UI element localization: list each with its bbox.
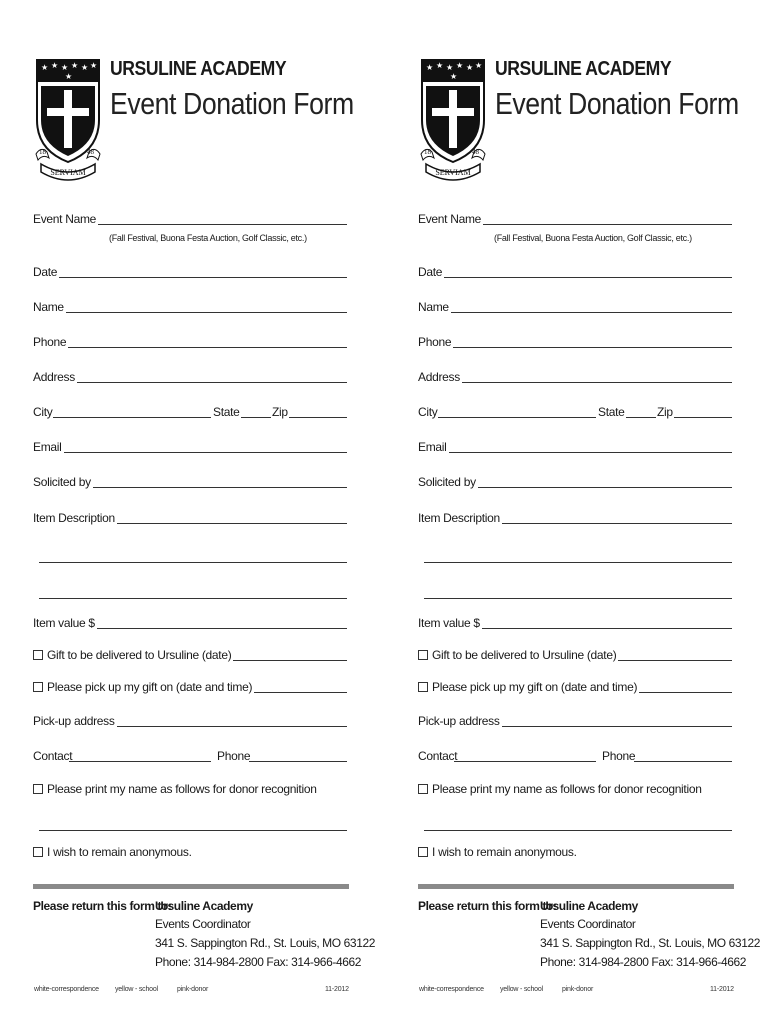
event-name-field[interactable] <box>418 210 732 228</box>
footer-pink-copy: pink-donor <box>562 986 594 993</box>
svg-text:★: ★ <box>71 61 79 70</box>
footer-form-code: 11-2012 <box>325 986 349 993</box>
pickup-address-field[interactable] <box>418 712 732 730</box>
donor-recognition-label: Please print my name as follows for donor recognition <box>432 782 702 796</box>
pickup-gift-field[interactable] <box>418 678 732 696</box>
svg-text:★: ★ <box>450 72 458 81</box>
address-field[interactable] <box>418 368 732 386</box>
school-name: URSULINE ACADEMY <box>110 58 287 80</box>
donation-form-right <box>418 0 761 1024</box>
divider-bar <box>418 884 734 889</box>
contact-phone-label: Phone <box>602 749 636 763</box>
gift-delivered-label: Gift to be delivered to Ursuline (date) <box>432 648 617 662</box>
form-title: Event Donation Form <box>110 86 354 121</box>
pickup-gift-label: Please pick up my gift on (date and time) <box>47 680 253 694</box>
crest-year-right: 48 <box>87 148 94 156</box>
svg-text:★: ★ <box>65 72 73 81</box>
return-label: Please return this form to: <box>418 899 557 913</box>
phone-field[interactable] <box>33 333 347 351</box>
pickup-gift-label: Please pick up my gift on (date and time) <box>432 680 638 694</box>
address-label: Address <box>418 370 460 384</box>
email-label: Email <box>33 440 62 454</box>
contact-phone-label: Phone <box>217 749 251 763</box>
return-address: 341 S. Sappington Rd., St. Louis, MO 63122 <box>540 936 761 950</box>
anonymous-label: I wish to remain anonymous. <box>432 845 577 859</box>
svg-text:★: ★ <box>446 63 454 72</box>
svg-text:★: ★ <box>61 63 69 72</box>
item-description-label: Item Description <box>33 511 115 525</box>
solicited-by-field[interactable] <box>418 473 732 491</box>
ursuline-crest-logo <box>420 58 486 182</box>
svg-text:★: ★ <box>81 63 89 72</box>
footer-white-copy: white-correspondence <box>34 986 99 993</box>
zip-label: Zip <box>657 405 673 419</box>
return-org: Ursuline Academy <box>155 899 253 913</box>
item-description-label: Item Description <box>418 511 500 525</box>
address-field[interactable] <box>33 368 347 386</box>
crest-motto: SERVIAM <box>50 168 86 177</box>
event-name-hint: (Fall Festival, Buona Festa Auction, Golf Classic, etc.) <box>109 233 307 243</box>
item-value-label: Item value $ <box>418 616 480 630</box>
email-field[interactable] <box>33 438 347 456</box>
return-phone: Phone: 314-984-2800 Fax: 314-966-4662 <box>540 955 747 969</box>
name-label: Name <box>418 300 449 314</box>
address-label: Address <box>33 370 75 384</box>
school-name: URSULINE ACADEMY <box>495 58 672 80</box>
contact-phone-field[interactable] <box>418 747 732 765</box>
pickup-gift-checkbox[interactable] <box>418 682 428 692</box>
donor-recognition-option[interactable] <box>418 782 702 796</box>
solicited-by-field[interactable] <box>33 473 347 491</box>
anonymous-checkbox[interactable] <box>33 847 43 857</box>
donor-recognition-checkbox[interactable] <box>33 784 43 794</box>
pickup-gift-field[interactable] <box>33 678 347 696</box>
pickup-address-label: Pick-up address <box>418 714 500 728</box>
name-field[interactable] <box>33 298 347 316</box>
crest-year-left: 18 <box>424 148 431 156</box>
item-description-line-2[interactable] <box>33 548 347 566</box>
donation-form-left <box>33 0 376 1024</box>
name-label: Name <box>33 300 64 314</box>
svg-text:★: ★ <box>90 61 98 70</box>
date-field[interactable] <box>418 263 732 281</box>
return-dept: Events Coordinator <box>540 917 636 931</box>
item-description-field[interactable] <box>418 509 732 527</box>
item-value-field[interactable] <box>33 614 347 632</box>
svg-text:★: ★ <box>456 61 464 70</box>
item-value-label: Item value $ <box>33 616 95 630</box>
contact-label: Contact <box>418 749 458 763</box>
gift-delivered-checkbox[interactable] <box>33 650 43 660</box>
anonymous-option[interactable] <box>33 845 192 859</box>
gift-delivered-field[interactable] <box>418 646 732 664</box>
donor-recognition-name-line[interactable] <box>33 816 347 834</box>
return-dept: Events Coordinator <box>155 917 251 931</box>
donor-recognition-name-line[interactable] <box>418 816 732 834</box>
anonymous-label: I wish to remain anonymous. <box>47 845 192 859</box>
footer-yellow-copy: yellow - school <box>115 986 158 993</box>
city-state-zip-field[interactable] <box>418 403 732 421</box>
contact-phone-field[interactable] <box>33 747 347 765</box>
anonymous-option[interactable] <box>418 845 577 859</box>
anonymous-checkbox[interactable] <box>418 847 428 857</box>
solicited-by-label: Solicited by <box>418 475 476 489</box>
gift-delivered-label: Gift to be delivered to Ursuline (date) <box>47 648 232 662</box>
name-field[interactable] <box>418 298 732 316</box>
item-description-line-3[interactable] <box>33 584 347 602</box>
ursuline-crest-logo <box>35 58 101 182</box>
footer-form-code: 11-2012 <box>710 986 734 993</box>
crest-motto: SERVIAM <box>435 168 471 177</box>
solicited-by-label: Solicited by <box>33 475 91 489</box>
item-description-line-2[interactable] <box>418 548 732 566</box>
donor-recognition-label: Please print my name as follows for donor recognition <box>47 782 317 796</box>
date-label: Date <box>33 265 58 279</box>
event-name-label: Event Name <box>418 212 482 226</box>
phone-field[interactable] <box>418 333 732 351</box>
gift-delivered-checkbox[interactable] <box>418 650 428 660</box>
return-label: Please return this form to: <box>33 899 172 913</box>
donor-recognition-checkbox[interactable] <box>418 784 428 794</box>
svg-text:★: ★ <box>41 63 49 72</box>
footer-pink-copy: pink-donor <box>177 986 209 993</box>
gift-delivered-field[interactable] <box>33 646 347 664</box>
crest-year-right: 48 <box>472 148 479 156</box>
svg-text:★: ★ <box>436 61 444 70</box>
event-name-field[interactable] <box>33 210 347 228</box>
phone-label: Phone <box>33 335 67 349</box>
city-label: City <box>33 405 53 419</box>
city-label: City <box>418 405 438 419</box>
return-org: Ursuline Academy <box>540 899 638 913</box>
email-field[interactable] <box>418 438 732 456</box>
return-phone: Phone: 314-984-2800 Fax: 314-966-4662 <box>155 955 362 969</box>
event-name-hint: (Fall Festival, Buona Festa Auction, Golf Classic, etc.) <box>494 233 692 243</box>
zip-label: Zip <box>272 405 288 419</box>
city-state-zip-field[interactable] <box>33 403 347 421</box>
state-label: State <box>213 405 240 419</box>
svg-text:★: ★ <box>475 61 483 70</box>
item-description-field[interactable] <box>33 509 347 527</box>
svg-text:★: ★ <box>466 63 474 72</box>
svg-text:★: ★ <box>426 63 434 72</box>
return-address: 341 S. Sappington Rd., St. Louis, MO 63122 <box>155 936 376 950</box>
pickup-gift-checkbox[interactable] <box>33 682 43 692</box>
item-description-line-3[interactable] <box>418 584 732 602</box>
email-label: Email <box>418 440 447 454</box>
footer-white-copy: white-correspondence <box>419 986 484 993</box>
crest-year-left: 18 <box>39 148 46 156</box>
donor-recognition-option[interactable] <box>33 782 317 796</box>
item-value-field[interactable] <box>418 614 732 632</box>
form-title: Event Donation Form <box>495 86 739 121</box>
pickup-address-field[interactable] <box>33 712 347 730</box>
divider-bar <box>33 884 349 889</box>
state-label: State <box>598 405 625 419</box>
date-field[interactable] <box>33 263 347 281</box>
pickup-address-label: Pick-up address <box>33 714 115 728</box>
event-name-label: Event Name <box>33 212 97 226</box>
contact-label: Contact <box>33 749 73 763</box>
date-label: Date <box>418 265 443 279</box>
footer-yellow-copy: yellow - school <box>500 986 543 993</box>
phone-label: Phone <box>418 335 452 349</box>
svg-text:★: ★ <box>51 61 59 70</box>
